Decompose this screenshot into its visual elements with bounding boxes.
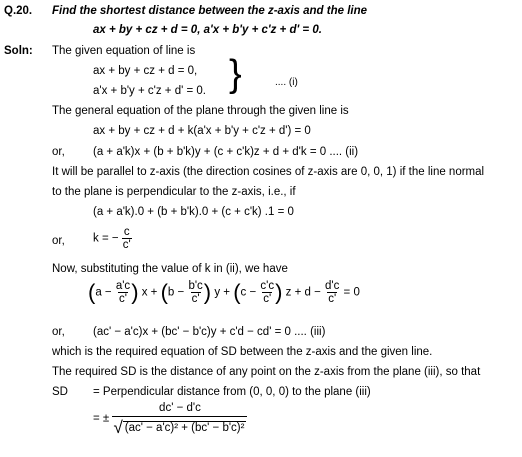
fraction-bc: $\frac{b'c}{c'}$ (188, 280, 203, 306)
final-fraction (112, 402, 247, 437)
sd-text: = Perpendicular distance from (0, 0, 0) to the plane (iii) (93, 386, 371, 398)
equation-5: (a + a'k).0 + (b + b'k).0 + (c + c'k) .1 = 0 (93, 206, 294, 218)
solution-line-3: It will be parallel to z-axis (the direction cosines of z-axis are 0, 0, 1) if the line normal (52, 166, 485, 178)
solution-line-4: to the plane is perpendicular to the z-axis, i.e., if (52, 186, 296, 198)
solution-line-5: Now, substituting the value of k in (ii), we have (52, 263, 288, 275)
solution-line-2: The general equation of the plane through the given line is (52, 105, 349, 117)
equation-4: (a + a'k)x + (b + b'k)y + (c + c'k)z + d + d'k = 0 .... (ii) (93, 146, 359, 158)
equation-2: a'x + b'y + c'z + d' = 0. (93, 85, 206, 97)
solution-line-6: which is the required equation of SD between the z-axis and the given line. (52, 346, 433, 358)
k-denominator: c' (122, 239, 131, 252)
or-label: or, (52, 146, 65, 158)
final-expression (93, 402, 247, 437)
substitution-equation: (a − $\frac{a'c}{c'}$ ) x + (b − $\frac{b'c}{c'}$ ) y + (c − $\frac{c'c}{c'}$ ) z + d − $\frac{d'c}{c'}$ = 0 (88, 279, 360, 306)
question-text: Find the shortest distance between the z-axis and the line (52, 5, 368, 17)
right-brace-icon: } (229, 53, 242, 95)
equation-6: (ac' − a'c)x + (bc' − b'c)y + c'd − cd' = 0 .... (iii) (93, 326, 326, 338)
sd-label: SD (52, 386, 68, 398)
solution-line-1: The given equation of line is (52, 45, 196, 57)
final-pm: = ± (93, 412, 110, 425)
solution-line-7: The required SD is the distance of any point on the z-axis from the plane (iii), so that (52, 366, 481, 378)
solution-label: Soln: (4, 45, 33, 57)
square-root-icon: √ (113, 418, 123, 438)
or-label: or, (52, 326, 65, 338)
equation-3: ax + by + cz + d + k(a'x + b'y + c'z + d') = 0 (93, 125, 311, 137)
k-equation (93, 226, 132, 251)
k-lhs: k = − (93, 232, 119, 245)
equation-1: ax + by + cz + d = 0, (93, 65, 198, 77)
question-equation: ax + by + cz + d = 0, a'x + b'y + c'z + d' = 0. (93, 24, 322, 36)
or-label: or, (52, 235, 65, 247)
radicand: (ac' − a'c)² + (bc' − b'c)² (124, 422, 245, 435)
k-fraction (122, 226, 132, 251)
question-number: Q.20. (4, 5, 33, 17)
fraction-dc: $\frac{d'c}{c'}$ (325, 280, 340, 306)
k-numerator: c (123, 226, 130, 238)
equation-ref-1: .... (i) (275, 77, 298, 88)
final-denominator (112, 416, 247, 437)
fraction-ac: $\frac{a'c}{c'}$ (115, 280, 131, 306)
final-numerator: dc' − d'c (159, 402, 201, 414)
fraction-cc: $\frac{c'c}{c'}$ (260, 280, 275, 306)
